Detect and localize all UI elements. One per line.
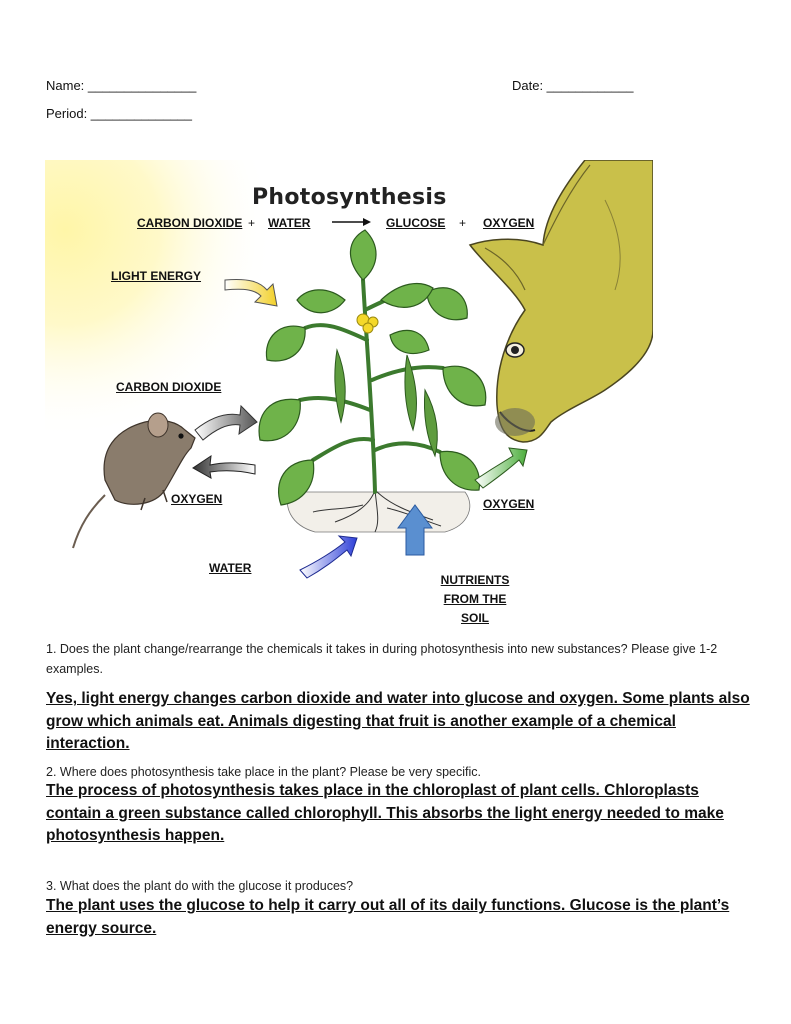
- nutrients-line-3: SOIL: [460, 611, 489, 625]
- name-field-label: Name: _______________: [46, 78, 197, 93]
- period-field-label: Period: ______________: [46, 106, 193, 121]
- answer-3: The plant uses the glucose to help it carry out all of its daily functions. Glucose is the plant’s energy source.: [46, 897, 730, 937]
- oxygen-left-label: OXYGEN: [171, 492, 223, 506]
- question-1: 1. Does the plant change/rearrange the chemicals it takes in during photosynthesis into new substances? Please give 1-2 examples.: [46, 642, 718, 676]
- water-label: WATER: [209, 561, 252, 575]
- equation-arrow-icon: [332, 218, 371, 226]
- equation-carbon-dioxide: CARBON DIOXIDE: [137, 216, 243, 230]
- flower-icon: [357, 314, 378, 333]
- equation-oxygen: OXYGEN: [483, 216, 535, 230]
- nutrients-line-1: NUTRIENTS: [440, 573, 510, 587]
- carbon-dioxide-label: CARBON DIOXIDE: [116, 380, 222, 394]
- equation-plus-2: +: [459, 216, 467, 230]
- oxygen-right-label: OXYGEN: [483, 497, 535, 511]
- question-2: 2. Where does photosynthesis take place in the plant? Please be very specific.: [46, 765, 481, 779]
- equation-glucose: GLUCOSE: [386, 216, 446, 230]
- photosynthesis-diagram: [45, 160, 653, 630]
- oxygen-right-arrow-icon: [475, 448, 527, 488]
- equation-plus-1: +: [248, 216, 256, 230]
- sun-glow: [45, 160, 275, 440]
- date-field-label: Date: ____________: [512, 78, 634, 93]
- answer-2: The process of photosynthesis takes place in the chloroplast of plant cells. Chloroplasts contain a green substance called chlorophyll. This absorbs the light energy needed to make photosynthesis happen.: [46, 782, 724, 844]
- light-energy-label: LIGHT ENERGY: [111, 269, 202, 283]
- diagram-artwork: [45, 160, 653, 630]
- soil-area: [287, 490, 469, 532]
- question-3: 3. What does the plant do with the glucose it produces?: [46, 879, 354, 893]
- equation-water: WATER: [268, 216, 311, 230]
- diagram-title: Photosynthesis: [252, 185, 447, 210]
- donkey-illustration: [470, 160, 653, 442]
- carbon-dioxide-arrow-icon: [195, 406, 257, 440]
- water-arrow-icon: [300, 536, 357, 578]
- nutrients-line-2: FROM THE: [443, 592, 507, 606]
- oxygen-left-arrow-icon: [193, 456, 255, 478]
- answer-1: Yes, light energy changes carbon dioxide and water into glucose and oxygen. Some plants also grow which animals eat. Animals digesting that fruit is another example of a chemical interaction.: [46, 690, 750, 752]
- nutrients-label: [439, 571, 511, 628]
